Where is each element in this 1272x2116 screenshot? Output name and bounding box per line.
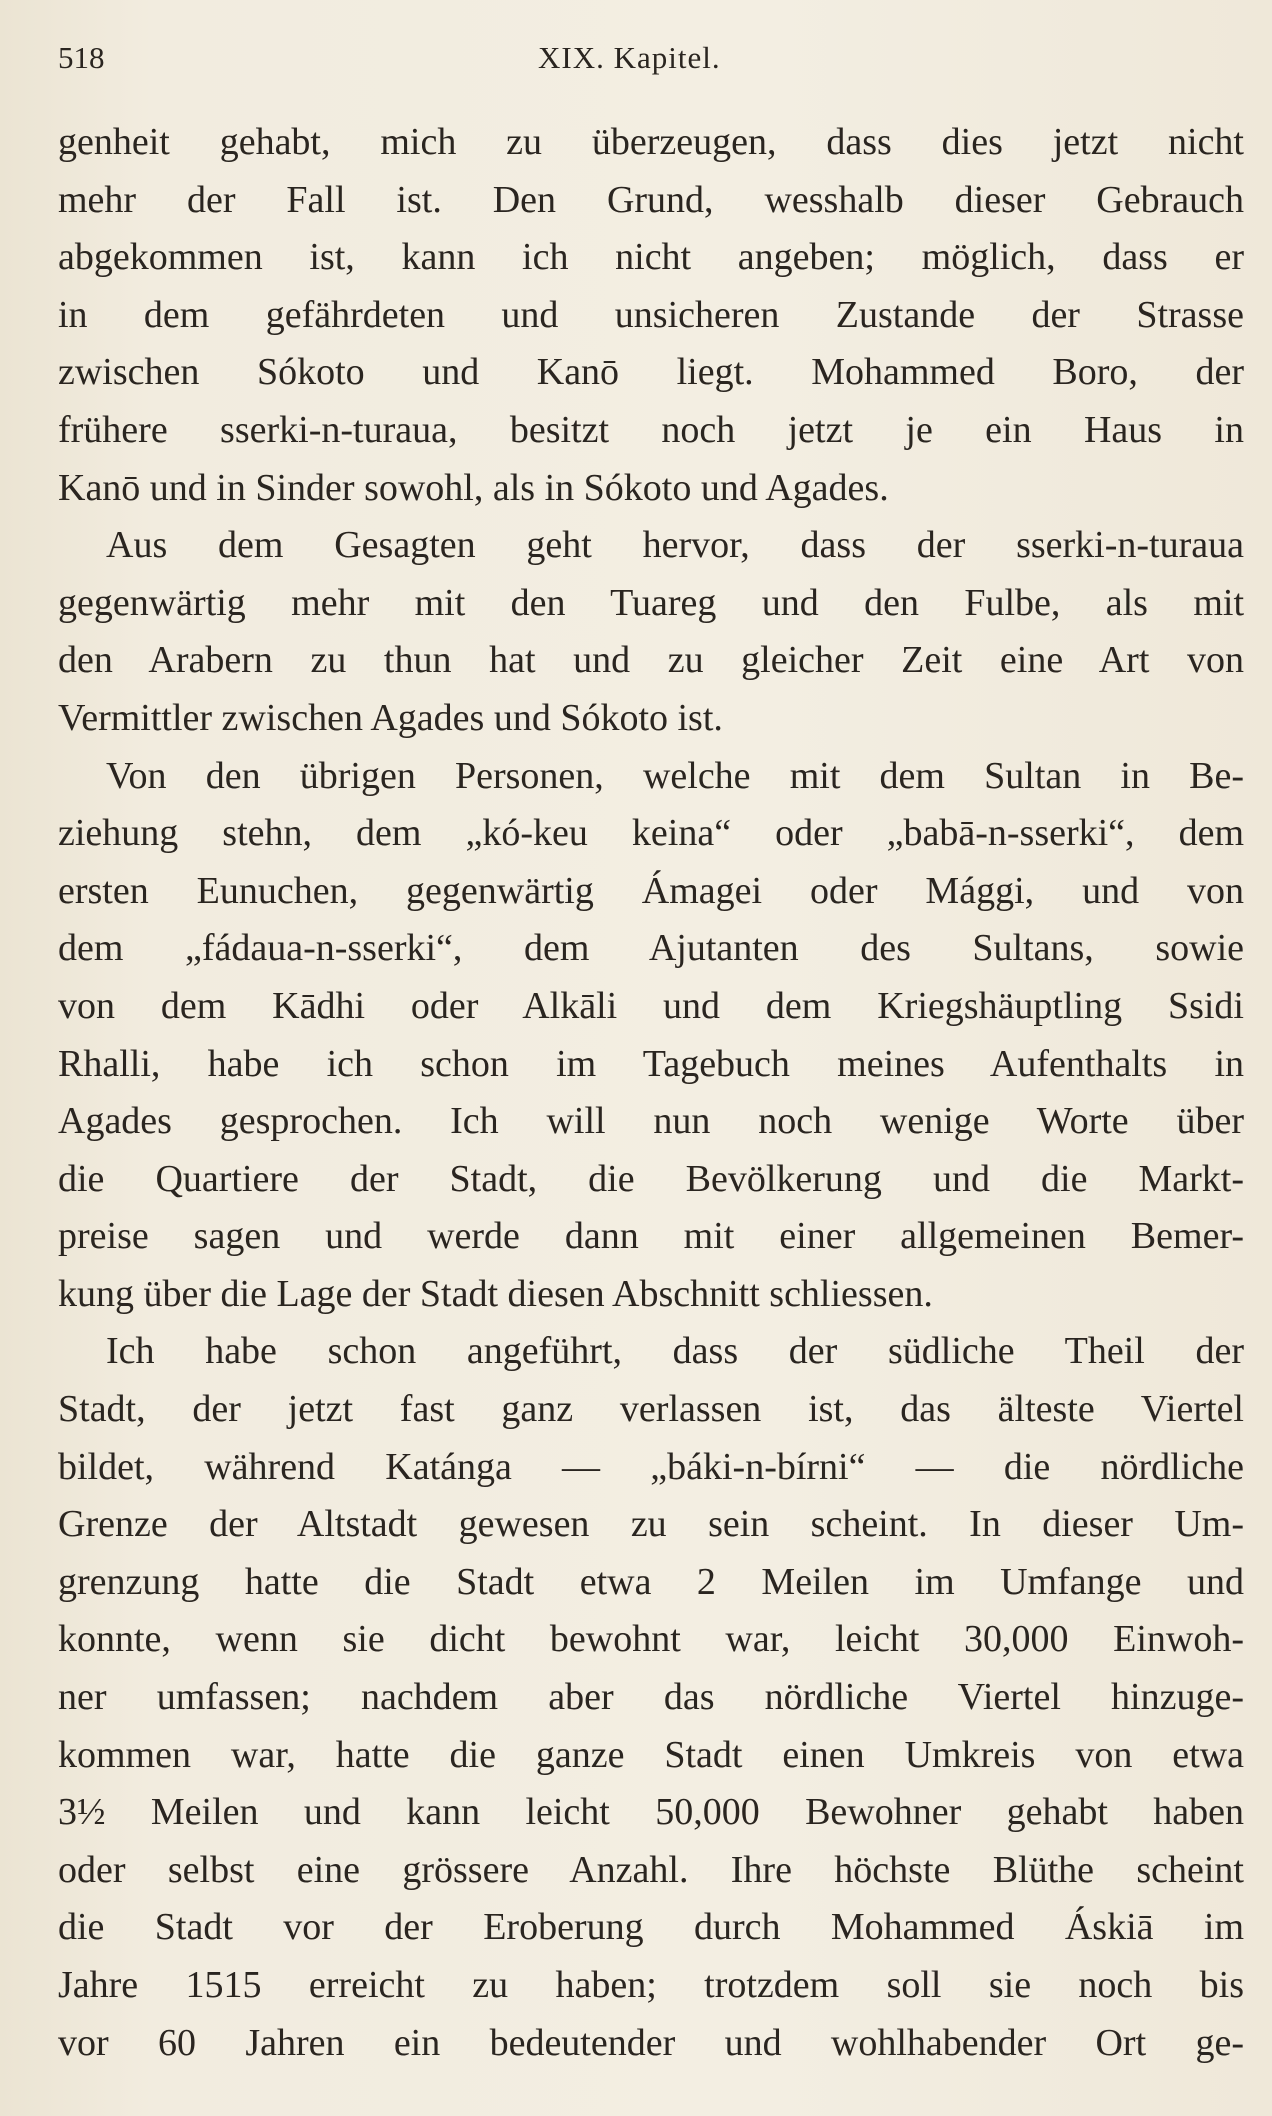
text-line: Von den übrigen Personen, welche mit dem Sultan in Be- [106, 754, 1244, 797]
text-line: kung über die Lage der Stadt diesen Abschnitt schliessen. [58, 1272, 933, 1315]
text-line: Rhalli, habe ich schon im Tagebuch meines Aufenthalts in [58, 1042, 1244, 1085]
text-line: Kanō und in Sinder sowohl, als in Sókoto und Agades. [58, 466, 889, 509]
text-line: frühere sserki-n-turaua, besitzt noch jetzt je ein Haus in [58, 408, 1244, 451]
text-line: preise sagen und werde dann mit einer allgemeinen Bemer- [58, 1215, 1244, 1258]
text-line: genheit gehabt, mich zu überzeugen, dass dies jetzt nicht [58, 121, 1244, 163]
text-line: die Stadt vor der Eroberung durch Mohammed Áskiā im [58, 1906, 1244, 1949]
text-line: abgekommen ist, kann ich nicht angeben; möglich, dass er [58, 236, 1244, 279]
text-line: von dem Kādhi oder Alkāli und dem Kriegshäuptling Ssidi [58, 984, 1244, 1027]
text-line: Vermittler zwischen Agades und Sókoto ist. [58, 696, 723, 739]
text-line: ner umfassen; nachdem aber das nördliche Viertel hinzuge- [58, 1676, 1244, 1719]
text-line: den Arabern zu thun hat und zu gleicher Zeit eine Art von [58, 639, 1244, 682]
text-line: vor 60 Jahren ein bedeutender und wohlhabender Ort ge- [58, 2021, 1244, 2064]
text-line: 3½ Meilen und kann leicht 50,000 Bewohner gehabt haben [58, 1791, 1244, 1834]
text-line: oder selbst eine grössere Anzahl. Ihre höchste Blüthe scheint [58, 1848, 1244, 1891]
text-line: Agades gesprochen. Ich will nun noch wenige Worte über [58, 1100, 1244, 1143]
text-line: Aus dem Gesagten geht hervor, dass der sserki-n-turaua [106, 524, 1244, 567]
text-line: Ich habe schon angeführt, dass der südliche Theil der [106, 1330, 1244, 1373]
text-line: Jahre 1515 erreicht zu haben; trotzdem soll sie noch bis [58, 1964, 1244, 2006]
page-number: 518 [58, 40, 105, 75]
text-line: zwischen Sókoto und Kanō liegt. Mohammed Boro, der [58, 351, 1244, 394]
text-line: kommen war, hatte die ganze Stadt einen Umkreis von etwa [58, 1733, 1244, 1776]
text-line: grenzung hatte die Stadt etwa 2 Meilen im Umfange und [58, 1560, 1244, 1603]
text-line: ersten Eunuchen, gegenwärtig Ámagei oder Mággi, und von [58, 869, 1244, 912]
text-line: mehr der Fall ist. Den Grund, wesshalb dieser Gebrauch [58, 178, 1244, 221]
chapter-title: XIX. Kapitel. [538, 40, 721, 75]
text-line: gegenwärtig mehr mit den Tuareg und den Fulbe, als mit [58, 581, 1244, 624]
text-line: in dem gefährdeten und unsicheren Zustande der Strasse [58, 293, 1244, 336]
text-line: die Quartiere der Stadt, die Bevölkerung und die Markt- [58, 1157, 1244, 1200]
body-text [58, 114, 1244, 2072]
text-line: ziehung stehn, dem „kó-keu keina“ oder „babā-n-sserki“, dem [58, 812, 1244, 855]
text-line: Grenze der Altstadt gewesen zu sein scheint. In dieser Um- [58, 1503, 1244, 1546]
text-line: Stadt, der jetzt fast ganz verlassen ist, das älteste Viertel [58, 1388, 1244, 1431]
text-line: dem „fádaua-n-sserki“, dem Ajutanten des Sultans, sowie [58, 927, 1244, 970]
running-header [58, 34, 1242, 84]
text-line: bildet, während Katánga — „báki-n-bírni“ — die nördliche [58, 1445, 1244, 1488]
text-line: konnte, wenn sie dicht bewohnt war, leicht 30,000 Einwoh- [58, 1618, 1244, 1661]
